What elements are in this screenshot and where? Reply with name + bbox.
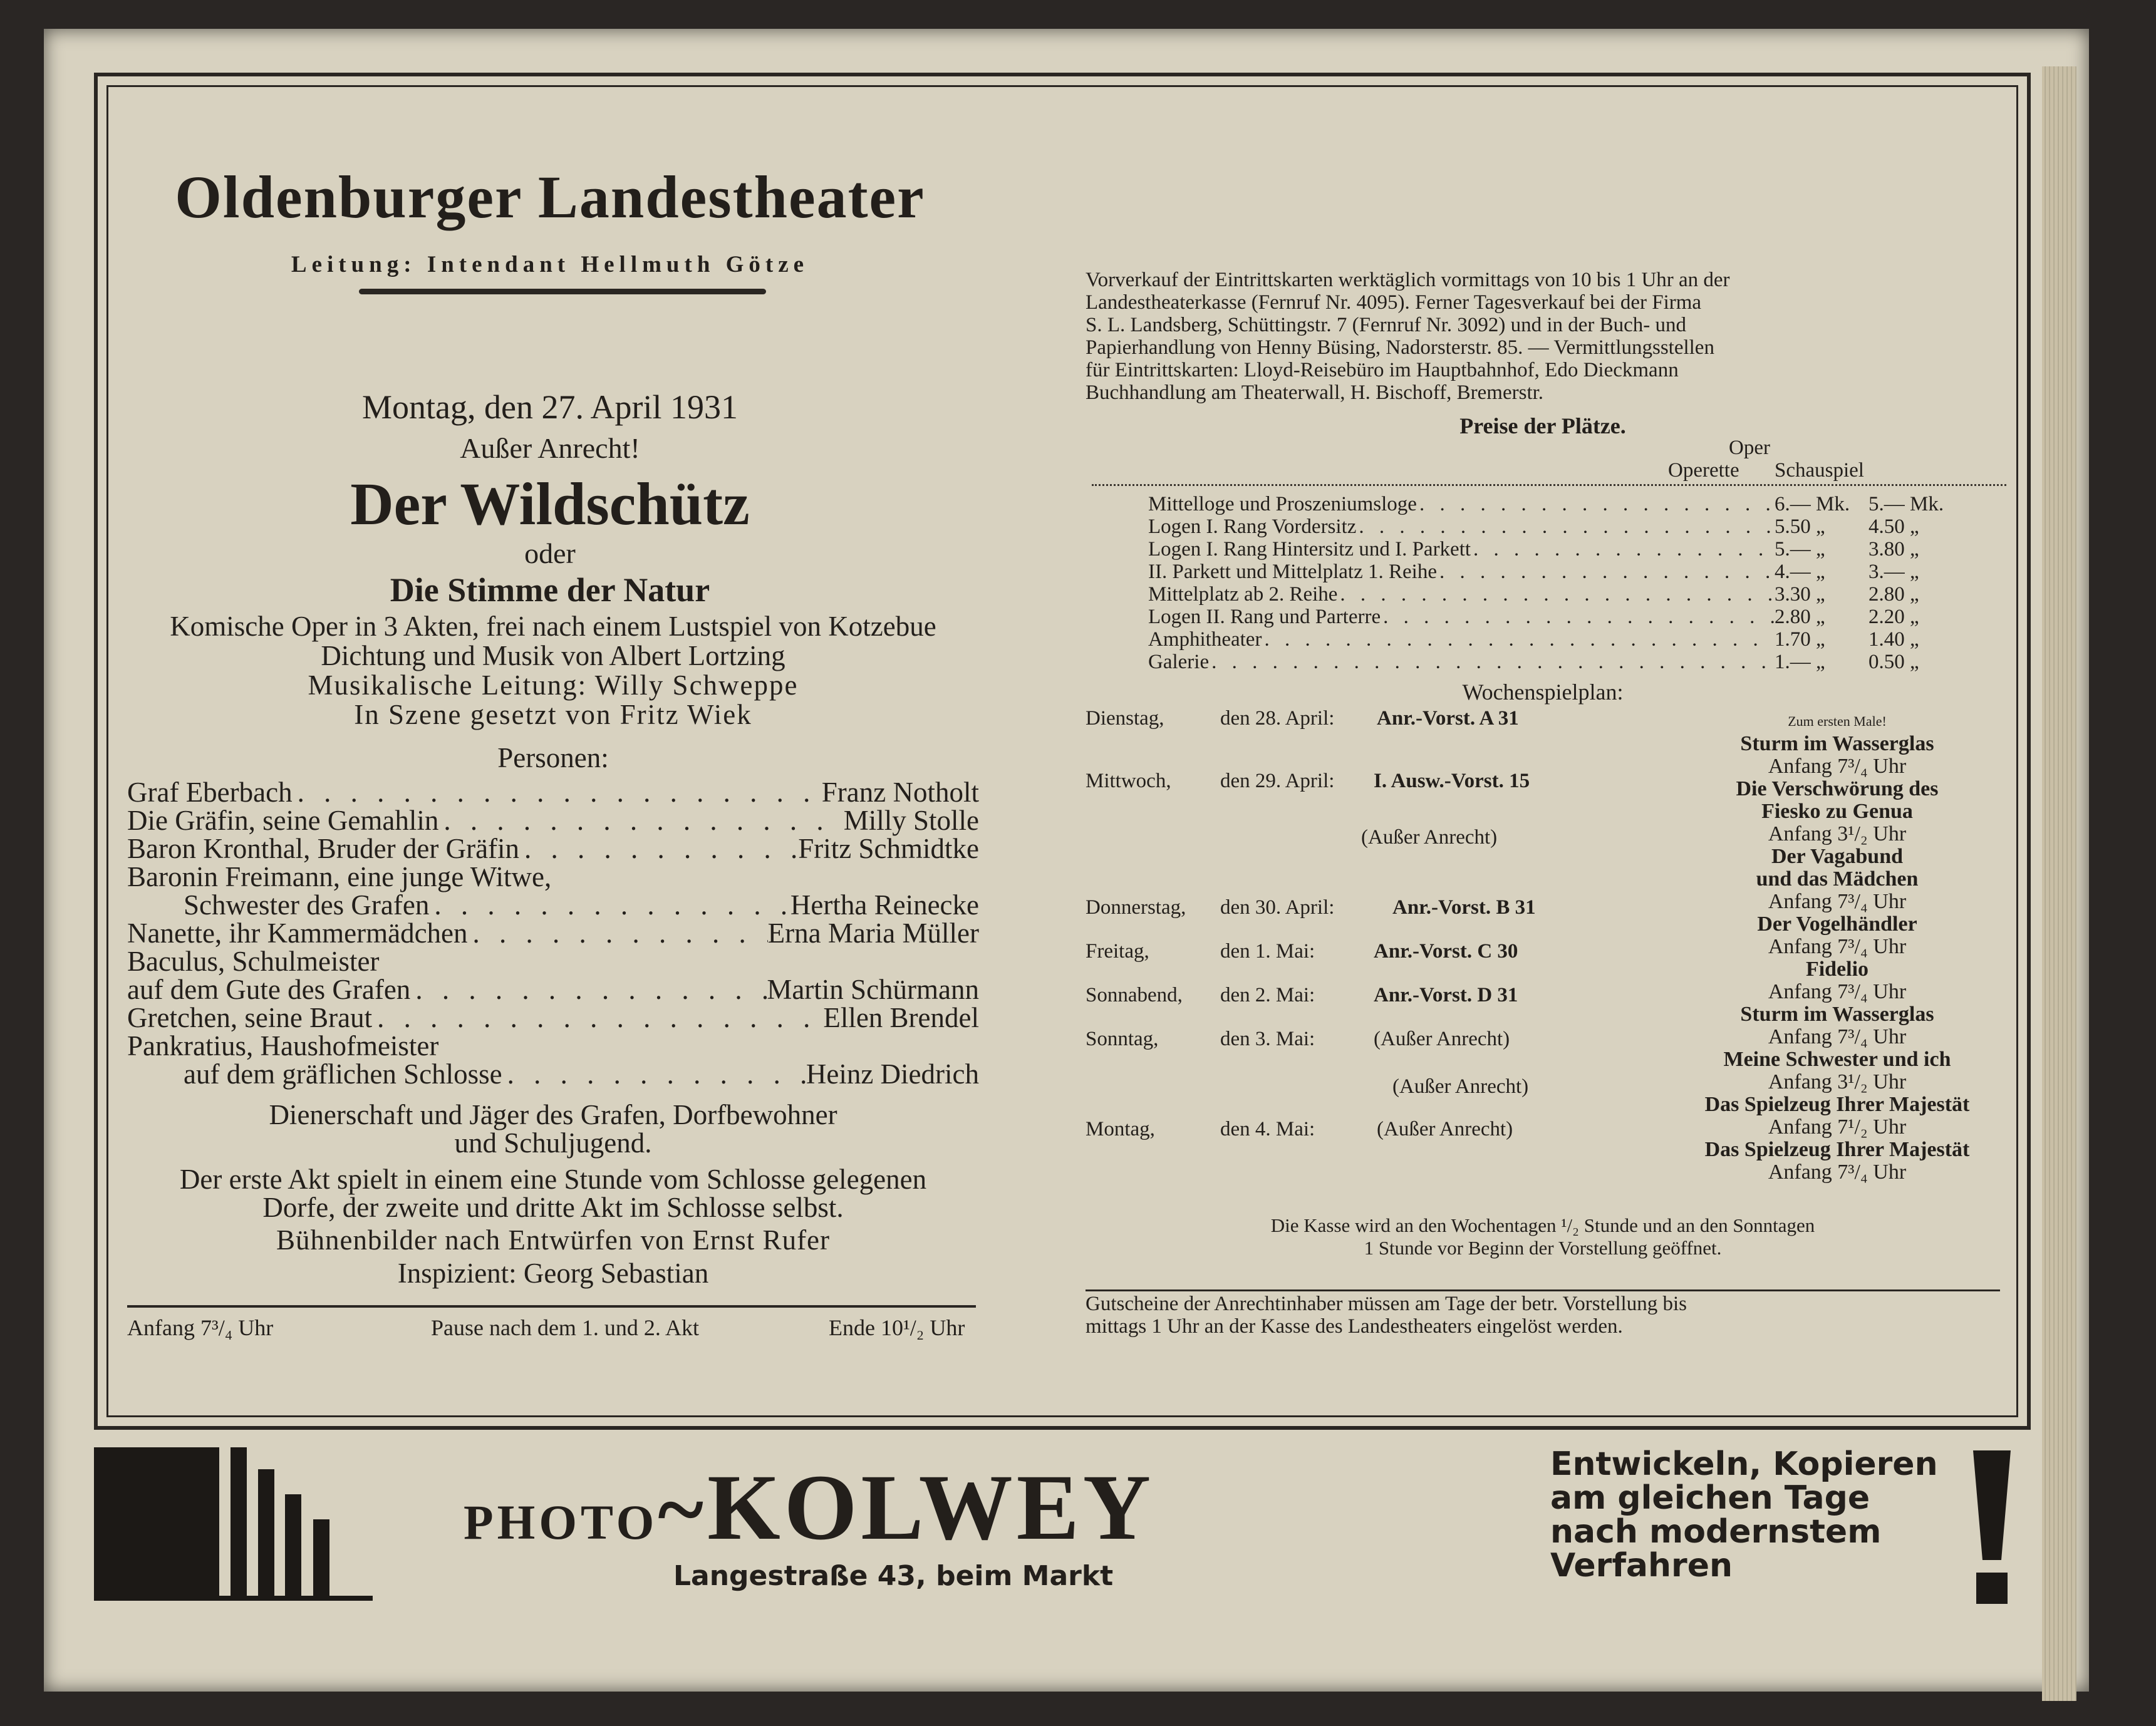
start-time: Anfang 7³/₄ Uhr — [127, 1315, 274, 1340]
price-row: Amphitheater . . . 1.70 „ 1.40 „ — [1148, 628, 1950, 651]
col-schauspiel: Schauspiel — [1775, 459, 1864, 482]
cast-row: Nanette, ihr Kammermädchen . . . Erna Maria Müller — [127, 917, 979, 949]
announcement-frame — [94, 73, 2031, 1430]
musical-direction: Musikalische Leitung: Willy Schweppe — [308, 669, 799, 701]
persons-heading: Personen: — [497, 742, 609, 773]
divider-rule — [359, 289, 766, 294]
photo-kolwey-ad — [94, 1432, 2036, 1594]
cast-row: Die Gräfin, seine Gemahlin . . . Milly Stolle — [127, 804, 979, 837]
footer-rule — [127, 1305, 976, 1308]
theater-title: Oldenburger Landestheater — [175, 163, 925, 230]
col-oper: Oper — [1729, 437, 1770, 459]
ad-address: Langestraße 43, beim Markt — [673, 1560, 1114, 1592]
schedule-row: Sonntag, den 3. Mai: (Außer Anrecht) — [1086, 1028, 1510, 1050]
schedule-row: Freitag, den 1. Mai: Anr.-Vorst. C 30 — [1086, 940, 1518, 963]
cast-row: Gretchen, seine Braut . . . Ellen Brendel — [127, 1001, 979, 1034]
end-time: Ende 10¹/₂ Uhr — [829, 1315, 965, 1340]
schedule-row: Sonnabend, den 2. Mai: Anr.-Vorst. D 31 — [1086, 984, 1518, 1006]
price-row: Logen II. Rang und Parterre . . . 2.80 „ 2.20 „ — [1148, 606, 1950, 628]
col-operette: Operette — [1668, 459, 1739, 482]
box-office-hours: Die Kasse wird an den Wochentagen ¹/₂ Stunde und an den Sonntagen 1 Stunde vor Beginn der Vorstellung geöffnet. — [1270, 1214, 1815, 1259]
advance-sale-text: Vorverkauf der Eintrittskarten werktäglich vormittags von 10 bis 1 Uhr an der Landestheaterkasse (Fernruf Nr. 4095). Ferner Tagesverkauf bei der Firma S. L. Landsberg, Schüttingstr. 7 (Fernruf Nr. 3092) und in der Buch- und Papierhandlung von Henny Büsing, Nadorsterstr. 85. — Vermittlungsstellen für Eintrittskarten: Lloyd-Reisebüro im Hauptbahnhof, Edo Dieckmann Buchhandlung am Theaterwall, H. Bischoff, Bremerstr. — [1086, 269, 1730, 404]
announcement-inner-frame — [106, 85, 2018, 1417]
extras-line: und Schuljugend. — [454, 1127, 652, 1159]
cast-row: auf dem Gute des Grafen . . . Martin Schürmann — [127, 973, 979, 1006]
stage-design: Bühnenbilder nach Entwürfen von Ernst Rufer — [276, 1224, 831, 1256]
ad-brand: PHOTO~KOLWEY — [464, 1455, 1155, 1559]
performance-note: Außer Anrecht! — [460, 432, 640, 464]
schedule-row: Mittwoch, den 29. April: I. Ausw.-Vorst. 15 — [1086, 770, 1530, 792]
week-heading: Wochenspielplan: — [1462, 680, 1624, 705]
performance-date: Montag, den 27. April 1931 — [362, 388, 738, 426]
pause-info: Pause nach dem 1. und 2. Akt — [431, 1315, 699, 1340]
ad-slogan: Entwickeln, Kopieren am gleichen Tage nach modernstem Verfahren — [1550, 1445, 1938, 1584]
cast-row: Pankratius, Haushofmeister — [127, 1030, 439, 1062]
theater-direction: Leitung: Intendant Hellmuth Götze — [291, 252, 809, 277]
schedule-row: Donnerstag, den 30. April: Anr.-Vorst. B 31 — [1086, 896, 1536, 919]
inspizient: Inspizient: Georg Sebastian — [397, 1258, 709, 1289]
cast-row: Baculus, Schulmeister — [127, 946, 380, 977]
newspaper-page — [44, 29, 2089, 1692]
schedule-row: Dienstag, den 28. April: Anr.-Vorst. A 31 — [1086, 707, 1519, 730]
setting-line: Der erste Akt spielt in einem eine Stunde vom Schlosse gelegenen — [179, 1164, 927, 1195]
coupon-note: Gutscheine der Anrechtinhaber müssen am Tage der betr. Vorstellung bis mittags 1 Uhr an der Kasse des Landestheaters eingelöst werden. — [1086, 1293, 1687, 1338]
price-row: Mittelplatz ab 2. Reihe . . . 3.30 „ 2.80 „ — [1148, 583, 1950, 606]
price-row: Mittelloge und Proszeniumsloge . . . 6.— Mk. 5.— Mk. — [1148, 493, 1950, 515]
price-row: Logen I. Rang Hintersitz und I. Parkett . . . 5.— „ 3.80 „ — [1148, 538, 1950, 561]
schedule-row: Montag, den 4. Mai: (Außer Anrecht) — [1086, 1118, 1513, 1140]
opera-oder: oder — [524, 537, 576, 569]
cast-row: Graf Eberbach . . . Franz Notholt — [127, 776, 979, 809]
stage-direction: In Szene gesetzt von Fritz Wiek — [354, 699, 752, 730]
coupon-rule — [1086, 1289, 2000, 1291]
cast-row: Baron Kronthal, Bruder der Gräfin . . . Fritz Schmidtke — [127, 832, 979, 865]
opera-credits: Dichtung und Musik von Albert Lortzing — [321, 640, 785, 671]
opera-title: Der Wildschütz — [350, 470, 750, 537]
program-list: Zum ersten Male! Sturm im Wasserglas Anfang 7³/₄ Uhr Die Verschwörung des Fiesko zu Genua Anfang 3¹/₂ Uhr Der Vagabund und das Mädchen Anfang 7³/₄ Uhr Der Vogelhändler Anfang 7³/₄ Uhr Fidelio Anfang 7³/₄ Uhr Sturm im Wasserglas Anfang 7³/₄ Uhr Meine Schwester und ich Anfang 3¹/₂ Uhr Das Spielzeug Ihrer Majestät Anfang 7¹/₂ Uhr Das Spielzeug Ihrer Majestät Anfang 7³/₄ Uhr — [1704, 713, 1970, 1184]
price-row: Logen I. Rang Vordersitz . . . 5.50 „ 4.50 „ — [1148, 515, 1950, 538]
prices-heading: Preise der Plätze. — [1459, 413, 1626, 438]
weekly-schedule — [1086, 87, 2000, 1277]
opera-description: Komische Oper in 3 Akten, frei nach einem Lustspiel von Kotzebue — [170, 611, 936, 642]
setting-line: Dorfe, der zweite und dritte Akt im Schlosse selbst. — [262, 1192, 844, 1223]
page-edge — [2042, 66, 2076, 1701]
schedule-row: (Außer Anrecht) — [1361, 826, 1498, 849]
schedule-row: (Außer Anrecht) — [1392, 1075, 1529, 1098]
cast-row: Schwester des Grafen . . . Hertha Reinecke — [184, 889, 979, 921]
price-row: II. Parkett und Mittelplatz 1. Reihe . . . 4.— „ 3.— „ — [1148, 561, 1950, 583]
opera-subtitle: Die Stimme der Natur — [390, 571, 710, 609]
price-row: Galerie . . . 1.— „ 0.50 „ — [1148, 651, 1950, 673]
cast-row: auf dem gräflichen Schlosse . . . Heinz Diedrich — [184, 1058, 979, 1090]
exclamation-icon — [1973, 1450, 2011, 1613]
extras-line: Dienerschaft und Jäger des Grafen, Dorfbewohner — [269, 1099, 837, 1130]
cast-row: Baronin Freimann, eine junge Witwe, — [127, 861, 552, 892]
